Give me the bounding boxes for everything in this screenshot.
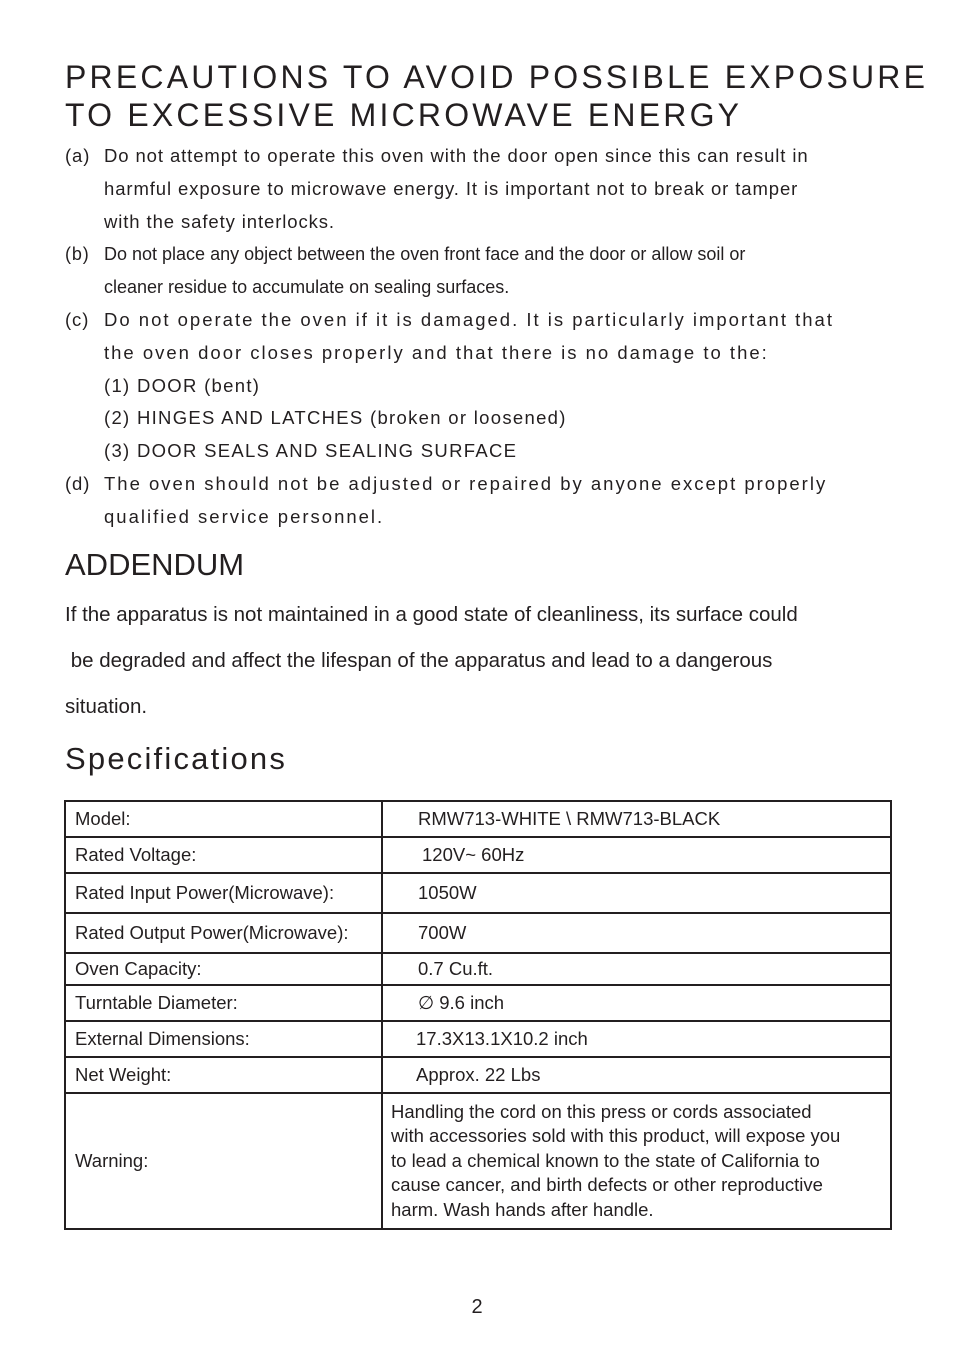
spec-label: Rated Output Power(Microwave): [65,913,382,953]
spec-value: 17.3X13.1X10.2 inch [382,1021,891,1057]
addendum-heading: ADDENDUM [65,547,245,582]
precaution-label: (c) [65,308,90,330]
spec-value: 120V~ 60Hz [382,837,891,873]
spec-value: 0.7 Cu.ft. [382,953,891,985]
spec-value: 1050W [382,873,891,913]
addendum-line: situation. [65,694,148,718]
precaution-text: Do not attempt to operate this oven with the door open since this can result in [104,145,809,166]
warning-label: Warning: [65,1093,382,1229]
precaution-subitem: (2) HINGES AND LATCHES (broken or loosened) [104,407,567,429]
precaution-text: cleaner residue to accumulate on sealing surfaces. [104,277,510,298]
spec-label: Oven Capacity: [65,953,382,985]
precaution-a [65,140,925,173]
spec-label: Rated Voltage: [65,837,382,873]
specifications-heading: Specifications [65,741,288,776]
precaution-d [65,468,925,501]
precaution-text: Do not place any object between the oven front face and the door or allow soil or [104,244,746,265]
warning-text [382,1093,891,1229]
precaution-label: (a) [65,145,91,166]
table-row [65,985,891,1021]
table-row [65,1093,891,1229]
precaution-text: The oven should not be adjusted or repaired by anyone except properly [104,472,828,494]
spec-label: External Dimensions: [65,1021,382,1057]
precautions-list [65,140,925,534]
warning-line: Handling the cord on this press or cords associated [391,1100,812,1122]
spec-label: Net Weight: [65,1057,382,1093]
addendum-line: be degraded and affect the lifespan of the apparatus and lead to a dangerous [65,648,773,672]
warning-line: to lead a chemical known to the state of California to [391,1149,820,1171]
warning-line: with accessories sold with this product, will expose you [391,1125,841,1147]
specifications-table [64,800,892,1230]
title-line-1: PRECAUTIONS TO AVOID POSSIBLE EXPOSURE [65,59,929,95]
precaution-b [65,238,925,271]
table-row [65,837,891,873]
precaution-subitem: (3) DOOR SEALS AND SEALING SURFACE [104,440,518,462]
page-number: 2 [471,1296,483,1318]
warning-line: harm. Wash hands after handle. [391,1198,654,1220]
precaution-c [65,304,925,337]
table-row [65,913,891,953]
spec-value: RMW713-WHITE \ RMW713-BLACK [382,801,891,837]
page-title [65,58,929,134]
precaution-text: qualified service personnel. [104,505,385,527]
table-row [65,873,891,913]
precaution-label: (b) [65,244,90,265]
spec-label: Rated Input Power(Microwave): [65,873,382,913]
precaution-subitem: (1) DOOR (bent) [104,374,261,396]
precaution-label: (d) [65,472,91,494]
title-line-2: TO EXCESSIVE MICROWAVE ENERGY [65,97,743,133]
precaution-text: Do not operate the oven if it is damaged. It is particularly important that [104,308,834,330]
precaution-text: the oven door closes properly and that there is no damage to the: [104,341,769,363]
table-row [65,953,891,985]
precaution-text: harmful exposure to microwave energy. It is important not to break or tamper [104,177,799,199]
spec-value: 700W [382,913,891,953]
addendum-line: If the apparatus is not maintained in a good state of cleanliness, its surface could [65,603,798,626]
spec-label: Model: [65,801,382,837]
table-row [65,1057,891,1093]
table-row [65,801,891,837]
spec-value: ∅ 9.6 inch [382,985,891,1021]
table-row [65,1021,891,1057]
spec-value: Approx. 22 Lbs [382,1057,891,1093]
warning-line: cause cancer, and birth defects or other reproductive [391,1174,823,1196]
precaution-text: with the safety interlocks. [104,210,335,232]
addendum-text [65,592,925,729]
spec-label: Turntable Diameter: [65,985,382,1021]
